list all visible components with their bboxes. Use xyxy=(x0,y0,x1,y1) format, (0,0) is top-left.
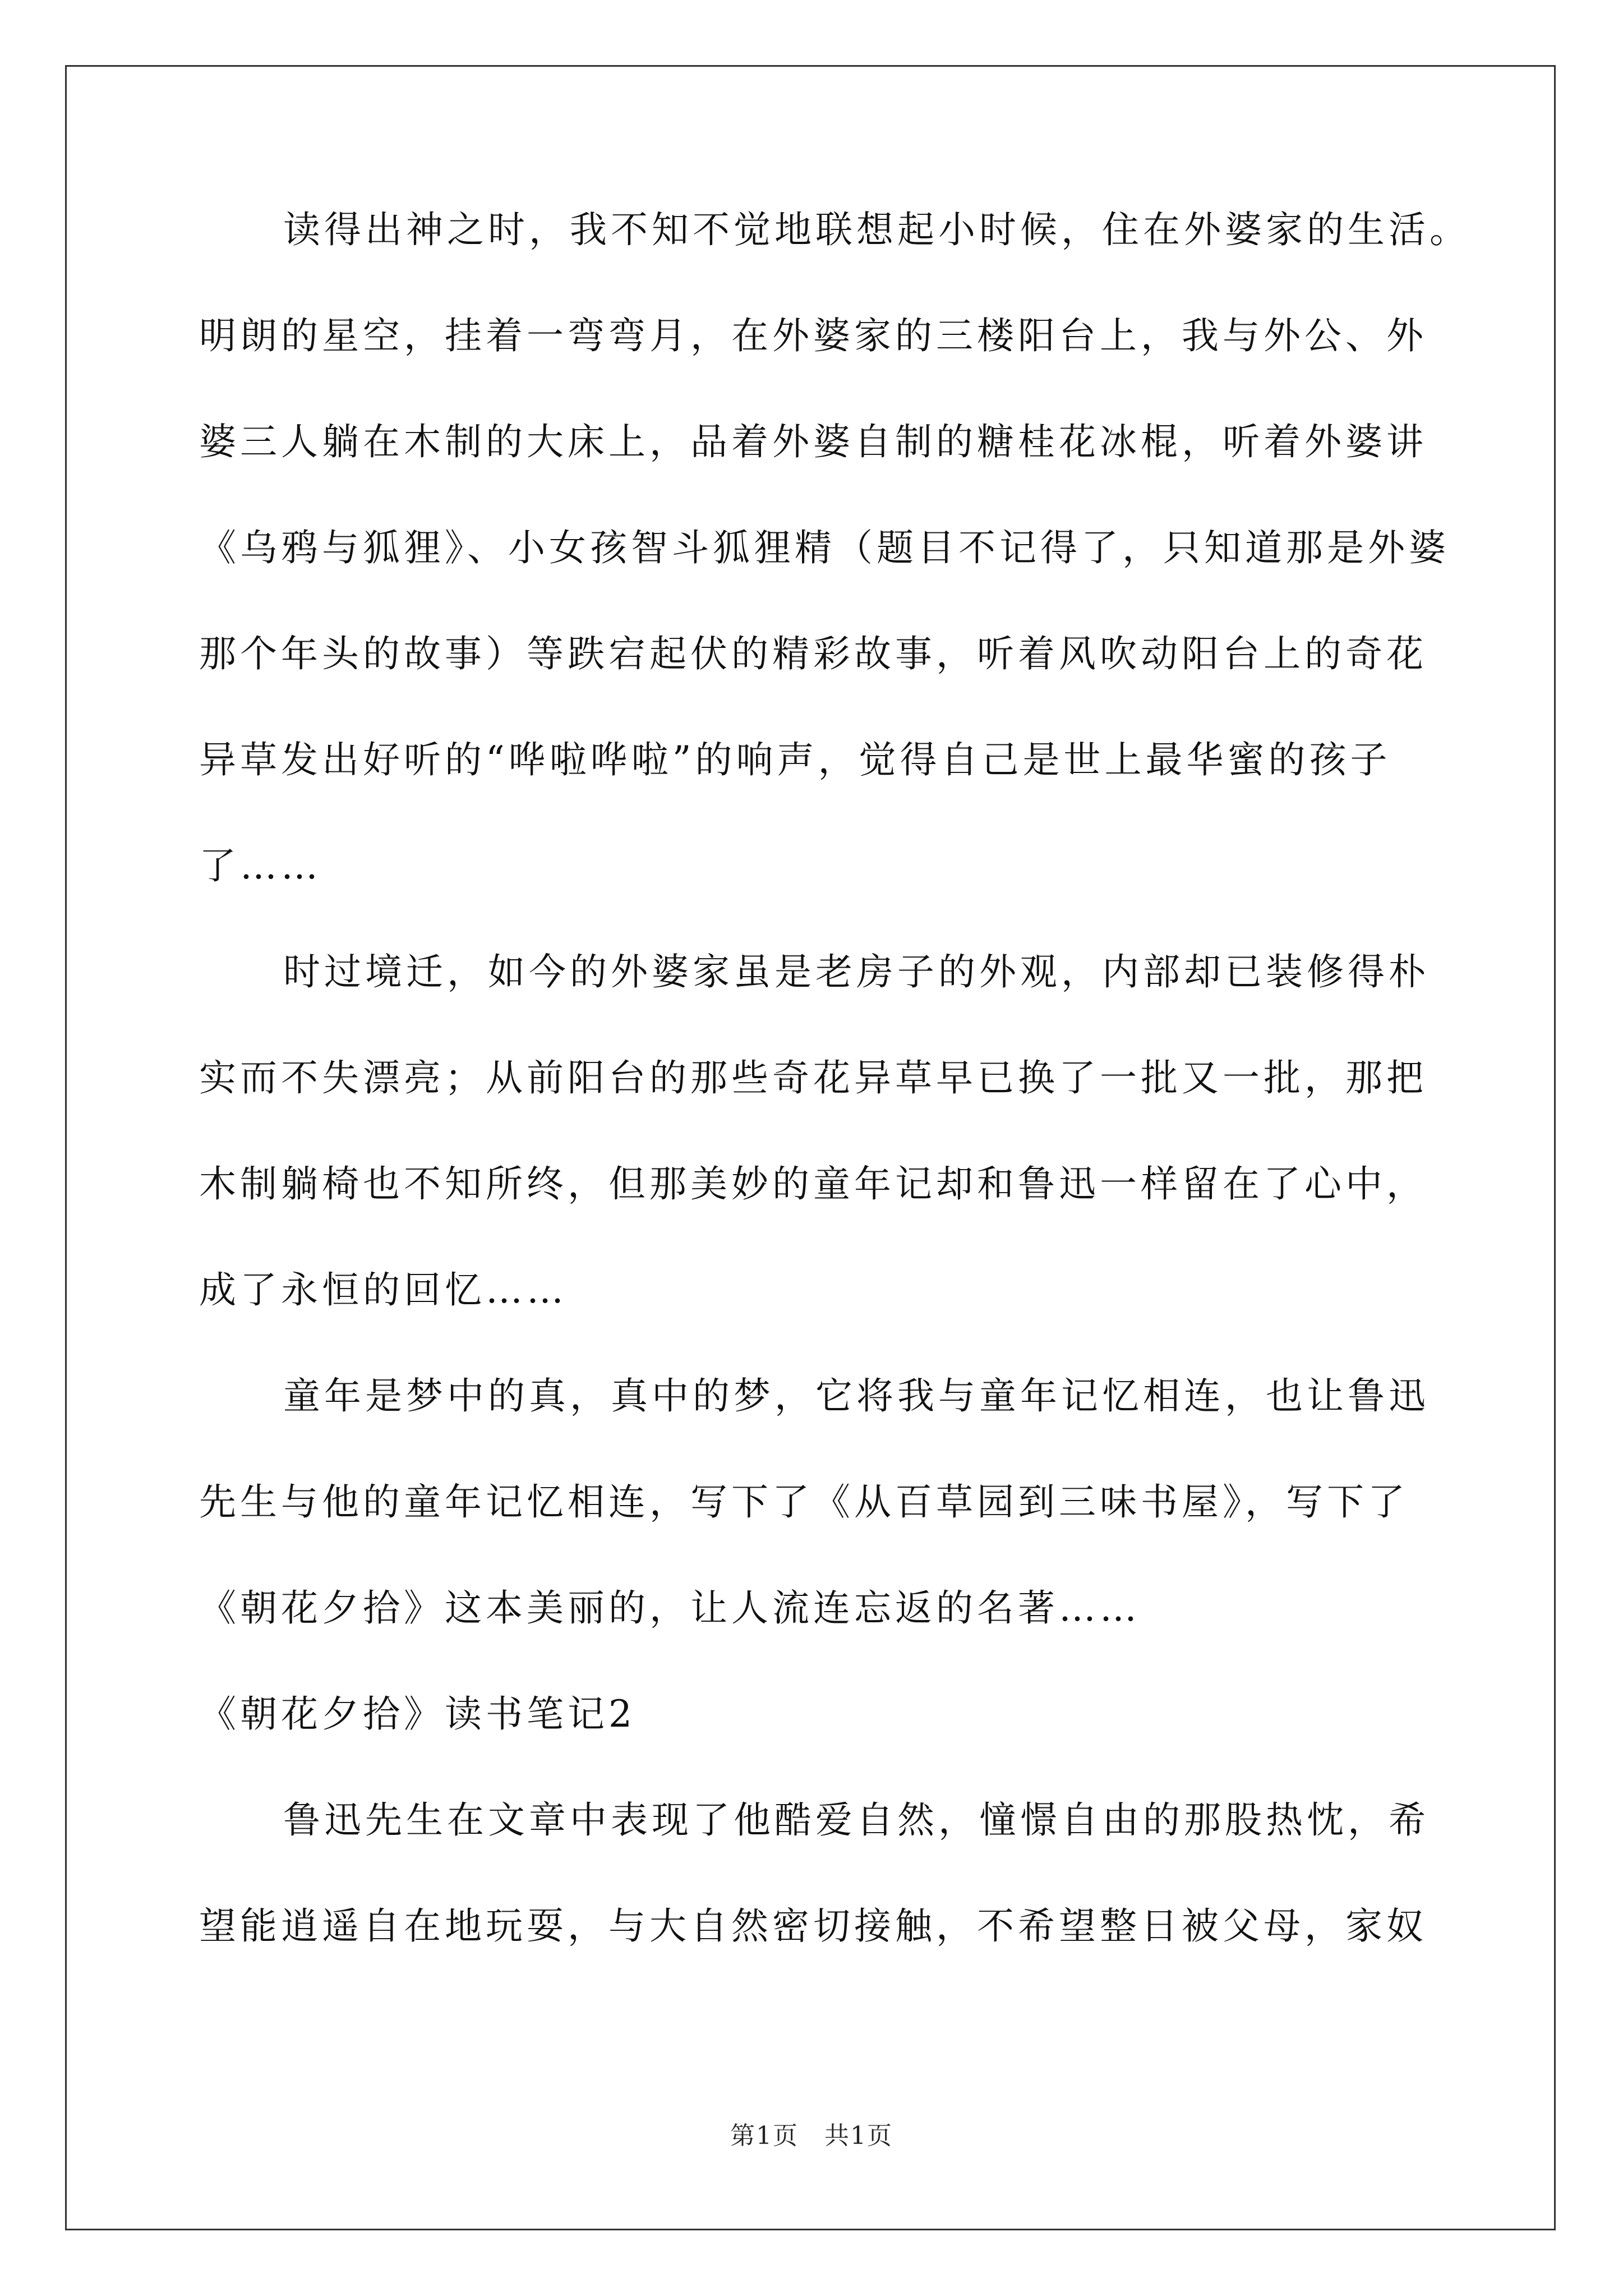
text-line: 明朗的星空，挂着一弯弯月，在外婆家的三楼阳台上，我与外公、外 xyxy=(199,314,1427,357)
text-line: 先生与他的童年记忆相连，写下了《从百草园到三味书屋》，写下了 xyxy=(199,1480,1409,1524)
text-line: 《乌鸦与狐狸》、小女孩智斗狐狸精（题目不记得了，只知道那是外婆 xyxy=(199,526,1450,569)
text-line: 成了永恒的回忆…… xyxy=(199,1268,568,1312)
section-heading: 《朝花夕拾》读书笔记2 xyxy=(199,1692,636,1736)
text-line: 婆三人躺在木制的大床上，品着外婆自制的糖桂花冰棍，听着外婆讲 xyxy=(199,420,1427,463)
text-line: 读得出神之时，我不知不觉地联想起小时候，住在外婆家的生活。 xyxy=(283,208,1470,251)
text-line: 望能逍遥自在地玩耍，与大自然密切接触，不希望整日被父母，家奴 xyxy=(199,1904,1427,1948)
text-line: 了…… xyxy=(199,844,322,887)
text-line: 《朝花夕拾》这本美丽的，让人流连忘返的名著…… xyxy=(199,1586,1141,1630)
text-line: 实而不失漂亮；从前阳台的那些奇花异草早已换了一批又一批，那把 xyxy=(199,1056,1427,1099)
text-line: 那个年头的故事）等跌宕起伏的精彩故事，听着风吹动阳台上的奇花 xyxy=(199,632,1427,675)
text-line: 鲁迅先生在文章中表现了他酷爱自然，憧憬自由的那股热忱，希 xyxy=(283,1798,1430,1842)
text-line: 异草发出好听的“哗啦哗啦”的响声，觉得自己是世上最华蜜的孩子 xyxy=(199,738,1391,781)
page-number-footer: 第1页 共1页 xyxy=(730,2122,893,2150)
text-line: 童年是梦中的真，真中的梦，它将我与童年记忆相连，也让鲁迅 xyxy=(283,1374,1430,1418)
text-line: 时过境迁，如今的外婆家虽是老房子的外观，内部却已装修得朴 xyxy=(283,950,1430,993)
text-line: 木制躺椅也不知所终，但那美妙的童年记却和鲁迅一样留在了心中， xyxy=(199,1162,1427,1205)
